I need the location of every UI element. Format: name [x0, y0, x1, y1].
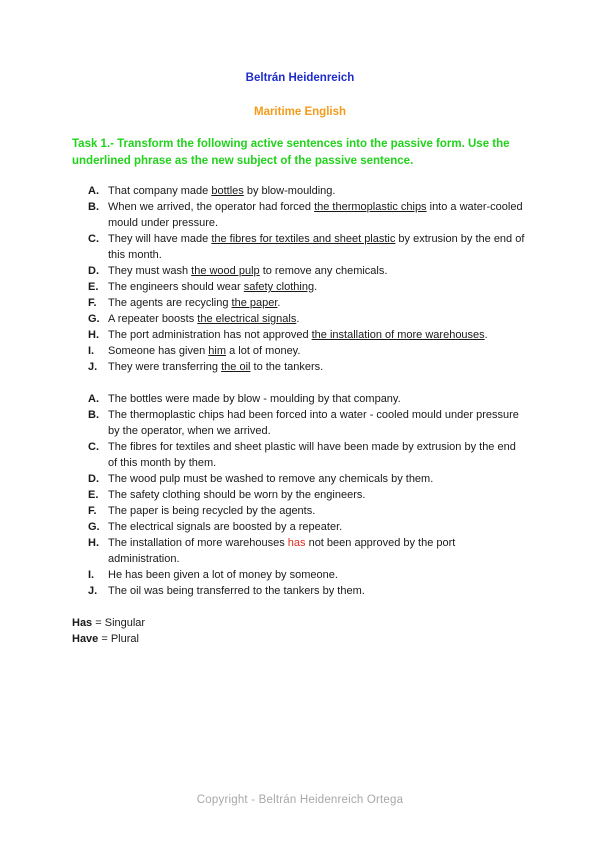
passive-answer — [88, 487, 528, 503]
note-meaning: Plural — [110, 633, 139, 645]
note-meaning: Singular — [104, 617, 146, 629]
item-letter: C. — [88, 441, 99, 453]
underlined-phrase: the thermoplastic chips — [314, 201, 427, 213]
item-letter: G. — [88, 313, 100, 325]
item-letter: G. — [88, 521, 100, 533]
note-term: Has — [72, 617, 93, 629]
item-letter: B. — [88, 201, 99, 213]
note-separator: = — [98, 633, 111, 645]
grammar-notes — [72, 615, 145, 647]
active-sentence — [88, 199, 528, 231]
underlined-phrase: him — [208, 345, 227, 357]
sentence-text: That company made — [108, 185, 212, 197]
active-sentence — [88, 311, 528, 327]
item-letter: D. — [88, 265, 99, 277]
sentence-text: by blow-moulding. — [243, 185, 336, 197]
underlined-phrase: the installation of more warehouses — [311, 329, 485, 341]
answer-text: The oil was being transferred to the tankers by them. — [108, 585, 365, 597]
subject-title: Maritime English — [253, 106, 347, 118]
copyright-footer: Copyright - Beltrán Heidenreich Ortega — [196, 794, 404, 806]
sentence-text: into a water-cooled mould under pressure. — [108, 201, 523, 229]
item-letter: D. — [88, 473, 99, 485]
underlined-phrase: the fibres for textiles and sheet plastic — [211, 233, 396, 245]
task-instruction: Task 1.- Transform the following active sentences into the passive form. Use the underlined phrase as the new subject of the passive sentence. — [72, 138, 510, 167]
answer-text: The bottles were made by blow - moulding by that company. — [108, 393, 401, 405]
item-letter: H. — [88, 329, 99, 341]
note-line — [72, 631, 145, 647]
item-letter: J. — [88, 585, 98, 597]
item-letter: C. — [88, 233, 99, 245]
item-letter: H. — [88, 537, 99, 549]
passive-answer — [88, 567, 528, 583]
answer-text: The paper is being recycled by the agents. — [108, 505, 316, 517]
sentence-text: by extrusion by the end of this month. — [108, 233, 525, 261]
active-sentence — [88, 359, 528, 375]
passive-answer — [88, 583, 528, 599]
passive-answer — [88, 439, 528, 471]
item-letter: F. — [88, 505, 97, 517]
passive-answer — [88, 535, 528, 567]
answer-text: The thermoplastic chips had been forced into a water - cooled mould under pressure by the operator, when we arrived. — [108, 409, 519, 437]
sentence-text: to remove any chemicals. — [259, 265, 388, 277]
item-letter: E. — [88, 281, 99, 293]
sentence-text: The port administration has not approved — [108, 329, 312, 341]
passive-answer — [88, 471, 528, 487]
answer-text: The safety clothing should be worn by the engineers. — [108, 489, 366, 501]
passive-answer — [88, 391, 528, 407]
underlined-phrase: the electrical signals — [197, 313, 297, 325]
sentence-text: to the tankers. — [250, 361, 324, 373]
item-letter: E. — [88, 489, 99, 501]
item-letter: A. — [88, 393, 99, 405]
sentence-text: . — [277, 297, 281, 309]
item-letter: B. — [88, 409, 99, 421]
sentence-text: They were transferring — [108, 361, 222, 373]
sentence-text: They will have made — [108, 233, 212, 245]
passive-answer — [88, 519, 528, 535]
passive-answer-list — [88, 391, 528, 599]
answer-text: not been approved by the port administration. — [108, 537, 456, 565]
author-name: Beltrán Heidenreich — [245, 72, 355, 84]
note-term: Have — [72, 633, 99, 645]
passive-answer — [88, 407, 528, 439]
answer-text: The installation of more warehouses — [108, 537, 288, 549]
sentence-text: The engineers should wear — [108, 281, 244, 293]
sentence-text: . — [314, 281, 318, 293]
passive-answer — [88, 503, 528, 519]
active-sentence — [88, 279, 528, 295]
underlined-phrase: the wood pulp — [191, 265, 260, 277]
sentence-text: . — [296, 313, 300, 325]
underlined-phrase: bottles — [211, 185, 244, 197]
sentence-text: A repeater boosts — [108, 313, 198, 325]
underlined-phrase: the oil — [221, 361, 251, 373]
active-sentence — [88, 327, 528, 343]
underlined-phrase: the paper — [231, 297, 278, 309]
item-letter: I. — [88, 345, 95, 357]
active-sentence — [88, 295, 528, 311]
sentence-text: Someone has given — [108, 345, 209, 357]
highlighted-verb: has — [287, 537, 306, 549]
sentence-text: When we arrived, the operator had forced — [108, 201, 315, 213]
underlined-phrase: safety clothing — [243, 281, 315, 293]
sentence-text: They must wash — [108, 265, 192, 277]
active-sentence-list — [88, 183, 528, 375]
item-letter: F. — [88, 297, 97, 309]
answer-text: He has been given a lot of money by someone. — [108, 569, 338, 581]
active-sentence — [88, 183, 528, 199]
answer-text: The fibres for textiles and sheet plastic will have been made by extrusion by the end of this month by them. — [108, 441, 516, 469]
sentence-text: a lot of money. — [226, 345, 301, 357]
active-sentence — [88, 231, 528, 263]
sentence-text: The agents are recycling — [108, 297, 232, 309]
note-line — [72, 615, 145, 631]
sentence-text: . — [484, 329, 488, 341]
active-sentence — [88, 263, 528, 279]
note-separator: = — [92, 617, 105, 629]
item-letter: A. — [88, 185, 99, 197]
item-letter: J. — [88, 361, 98, 373]
answer-text: The wood pulp must be washed to remove any chemicals by them. — [108, 473, 434, 485]
item-letter: I. — [88, 569, 95, 581]
answer-text: The electrical signals are boosted by a repeater. — [108, 521, 343, 533]
active-sentence — [88, 343, 528, 359]
